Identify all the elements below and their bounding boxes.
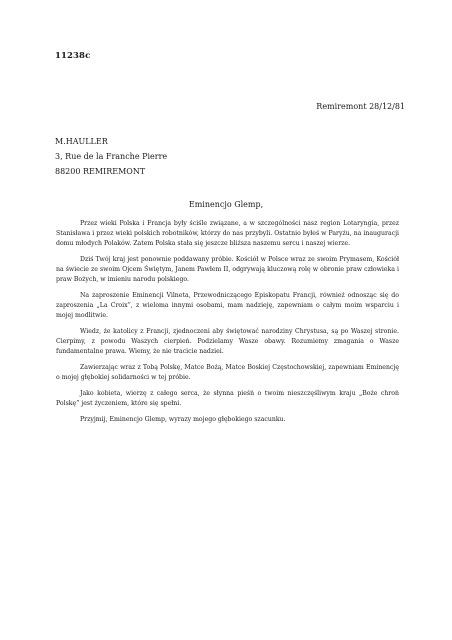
letter-body	[56, 219, 399, 431]
reference-number: 11238c	[55, 51, 91, 61]
paragraph-5: Zawierzając wraz z Tobą Polskę, Matce Bożą, Matce Boskiej Częstochowskiej, zapewniam Eminencję o mojej głębokiej solidarności w tej próbie.	[56, 364, 399, 381]
sender-city: 88200 REMIREMONT	[55, 167, 146, 176]
closing-paragraph: Przyjmij, Eminencjo Glemp, wyrazy mojego głębokiego szacunku.	[80, 416, 286, 423]
sender-street: 3, Rue de la Franche Pierre	[55, 152, 168, 161]
letter-date: Remiremont 28/12/81	[316, 102, 405, 111]
paragraph-6: Jako kobieta, wierzę z całego serca, że słynna pieśń o twoim nieszczęśliwym kraju „Boże chroń Polskę” jest życzeniem, które się spełni.	[56, 390, 399, 407]
sender-name: M.HAULLER	[55, 137, 108, 146]
paragraph-2: Dziś Twój kraj jest ponownie poddawany próbie. Kościół w Polsce wraz ze swoim Prymasem, Kościół na świecie ze swoim Ojcem Świętym, Janem Pawłem II, odgrywają kluczową rolę w obronie praw człowieka i praw Bożych, w imieniu narodu polskiego.	[56, 256, 399, 283]
paragraph-4: Wiedz, że katolicy z Francji, zjednoczeni aby świętować narodziny Chrystusa, są po Waszej stronie. Cierpimy, z powodu Waszych cierpień. Podzielamy Wasze obawy. Rozumiemy zmagania o Wasze fundamentalne prawa. Wiemy, że nie tracicie nadziei.	[56, 328, 399, 355]
salutation: Eminencjo Glemp,	[188, 200, 264, 209]
sender-address	[55, 134, 167, 179]
paragraph-1: Przez wieki Polska i Francja były ściśle związane, a w szczególności nasz region Lotaryngia, przez Stanisława i przez wieki polskich robotników, którzy do nas przybyli. Ostatnio byłeś w Paryżu, na inauguracji domu młodych Polaków. Zatem Polska stała się jeszcze bliższa naszemu sercu i naszej wierze.	[56, 220, 399, 247]
paragraph-3: Na zaproszenie Eminencji Vilneta, Przewodniczącego Episkopatu Francji, również odnosząc się do zaproszenia „La Croix”, z wieloma innymi osobami, mam nadzieję, zapewniam o całym moim wsparciu i mojej modlitwie.	[56, 292, 399, 319]
